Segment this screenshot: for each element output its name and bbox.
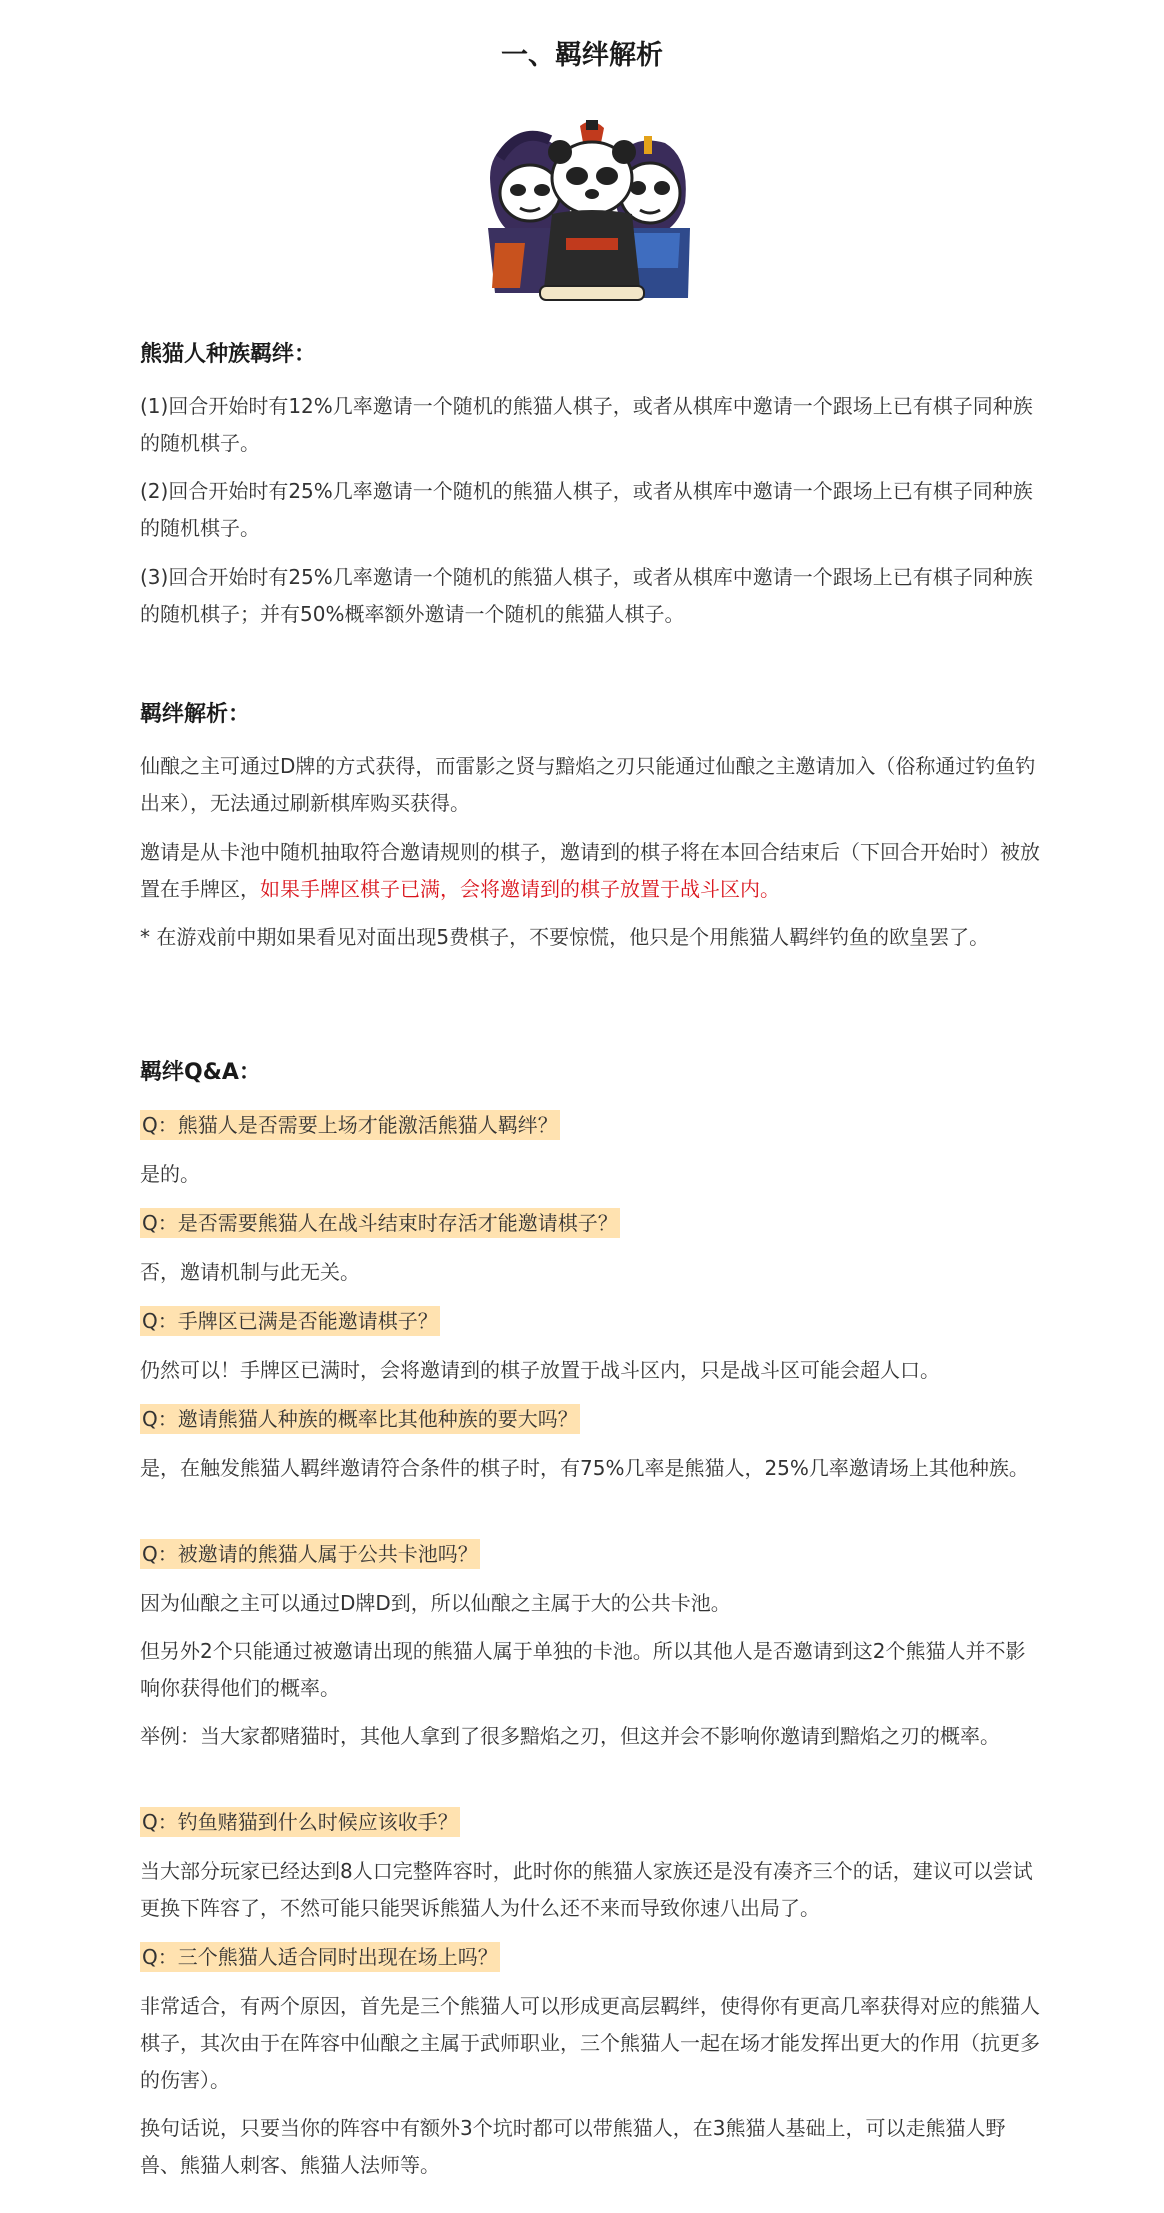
- race-bond-item-2: (2)回合开始时有25%几率邀请一个随机的熊猫人棋子，或者从棋库中邀请一个跟场上已有棋子同种族的随机棋子。: [140, 479, 1033, 540]
- qa-question-5: Q：被邀请的熊猫人属于公共卡池吗？: [140, 1539, 480, 1569]
- analysis-highlight-red: 如果手牌区棋子已满，会将邀请到的棋子放置于战斗区内。: [260, 877, 780, 901]
- qa-answer-5-part-2: 但另外2个只能通过被邀请出现的熊猫人属于单独的卡池。所以其他人是否邀请到这2个熊猫人并不影响你获得他们的概率。: [140, 1639, 1026, 1700]
- race-bond-heading: 熊猫人种族羁绊：: [140, 342, 317, 367]
- panda-characters-illustration: [480, 118, 698, 308]
- qa-answer-5-part-3: 举例：当大家都赌猫时，其他人拿到了很多黯焰之刃，但这并会不影响你邀请到黯焰之刃的概率。: [140, 1724, 1000, 1748]
- analysis-paragraph-2: [140, 834, 1045, 908]
- analysis-paragraph-1: 仙酿之主可通过D牌的方式获得，而雷影之贤与黯焰之刃只能通过仙酿之主邀请加入（俗称通过钓鱼钓出来），无法通过刷新棋库购买获得。: [140, 754, 1036, 815]
- qa-answer-3: 仍然可以！手牌区已满时，会将邀请到的棋子放置于战斗区内，只是战斗区可能会超人口。: [140, 1358, 940, 1382]
- qa-question-6: Q：钓鱼赌猫到什么时候应该收手？: [140, 1807, 460, 1837]
- analysis-paragraph-2-text: 邀请是从卡池中随机抽取符合邀请规则的棋子，邀请到的棋子将在本回合结束后（下回合开始时）被放置在手牌区，: [140, 840, 1040, 901]
- race-bond-item-1: (1)回合开始时有12%几率邀请一个随机的熊猫人棋子，或者从棋库中邀请一个跟场上已有棋子同种族的随机棋子。: [140, 394, 1033, 455]
- qa-answer-6: 当大部分玩家已经达到8人口完整阵容时，此时你的熊猫人家族还是没有凑齐三个的话，建议可以尝试更换下阵容了，不然可能只能哭诉熊猫人为什么还不来而导致你速八出局了。: [140, 1859, 1033, 1920]
- race-bond-item-3: (3)回合开始时有25%几率邀请一个随机的熊猫人棋子，或者从棋库中邀请一个跟场上已有棋子同种族的随机棋子；并有50%概率额外邀请一个随机的熊猫人棋子。: [140, 565, 1033, 626]
- analysis-paragraph-3: * 在游戏前中期如果看见对面出现5费棋子，不要惊慌，他只是个用熊猫人羁绊钓鱼的欧皇罢了。: [140, 925, 990, 949]
- qa-answer-2: 否，邀请机制与此无关。: [140, 1260, 360, 1284]
- qa-question-1: Q：熊猫人是否需要上场才能激活熊猫人羁绊？: [140, 1110, 560, 1140]
- qa-answer-1: 是的。: [140, 1162, 200, 1186]
- qa-answer-7-part-1: 非常适合，有两个原因，首先是三个熊猫人可以形成更高层羁绊，使得你有更高几率获得对应的熊猫人棋子，其次由于在阵容中仙酿之主属于武师职业，三个熊猫人一起在场才能发挥出更大的作用（抗更多的伤害）。: [140, 1994, 1040, 2092]
- qa-answer-5-part-1: 因为仙酿之主可以通过D牌D到，所以仙酿之主属于大的公共卡池。: [140, 1591, 731, 1615]
- qa-answer-4: 是，在触发熊猫人羁绊邀请符合条件的棋子时，有75%几率是熊猫人，25%几率邀请场上其他种族。: [140, 1456, 1029, 1480]
- qa-question-4: Q：邀请熊猫人种族的概率比其他种族的要大吗？: [140, 1404, 580, 1434]
- qa-heading: 羁绊Q&A：: [140, 1060, 261, 1085]
- analysis-heading: 羁绊解析：: [140, 702, 251, 727]
- qa-question-3: Q：手牌区已满是否能邀请棋子？: [140, 1306, 440, 1336]
- qa-question-2: Q：是否需要熊猫人在战斗结束时存活才能邀请棋子？: [140, 1208, 620, 1238]
- section-title: 一、羁绊解析: [501, 40, 663, 71]
- qa-question-7: Q：三个熊猫人适合同时出现在场上吗？: [140, 1942, 500, 1972]
- qa-answer-7-part-2: 换句话说，只要当你的阵容中有额外3个坑时都可以带熊猫人，在3熊猫人基础上，可以走熊猫人野兽、熊猫人刺客、熊猫人法师等。: [140, 2116, 1006, 2177]
